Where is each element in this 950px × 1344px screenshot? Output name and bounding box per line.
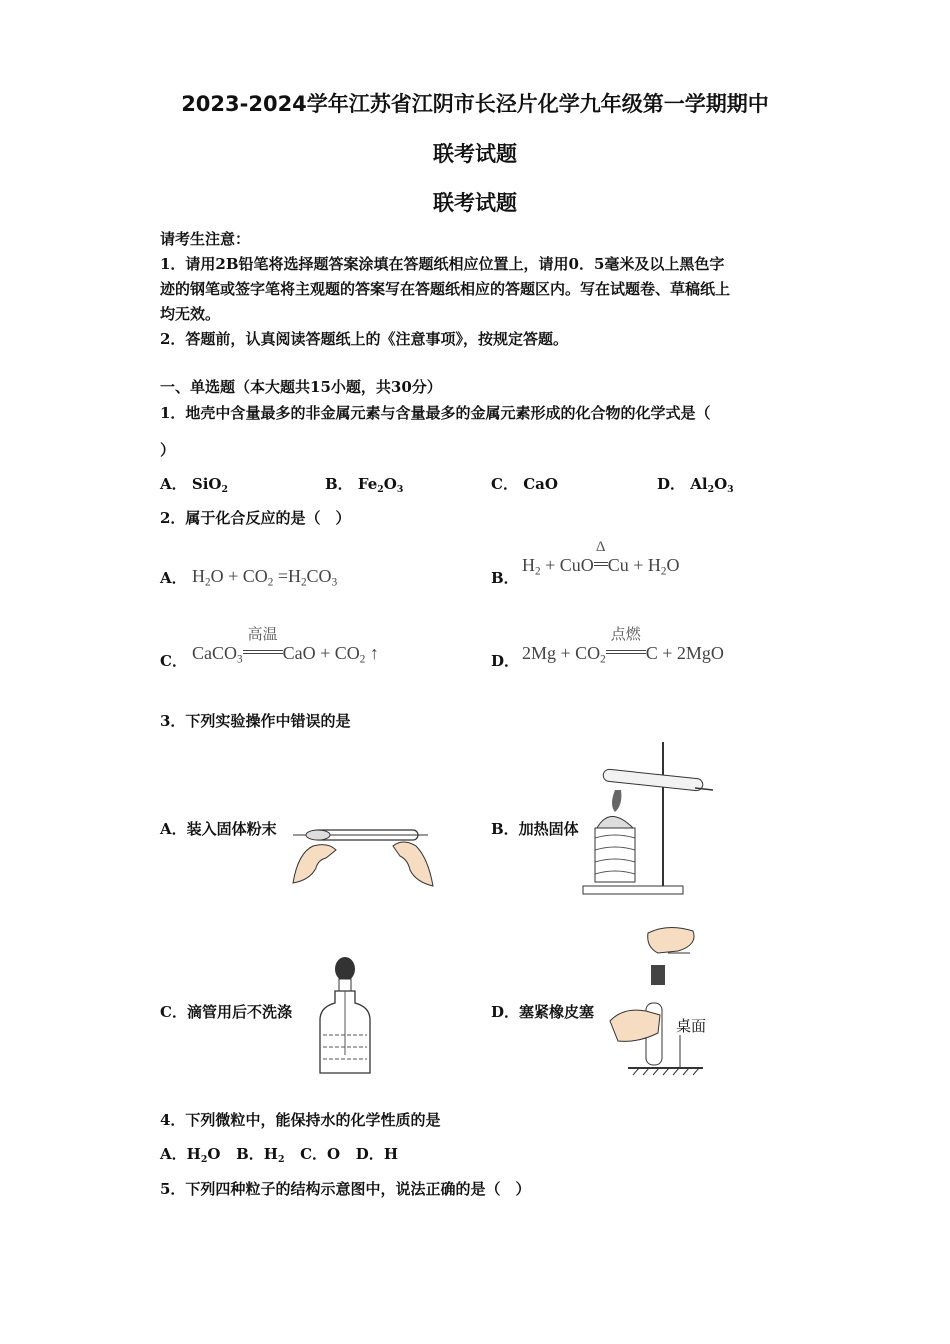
q2-option-d-equation: $2Mg + CO_2$ 点燃 C + 2MgO [522, 641, 724, 665]
q1-option-d[interactable]: D． $Al_2O_3$ [657, 475, 734, 495]
q2-option-c-label[interactable]: C． [160, 652, 187, 670]
q2-option-b-label[interactable]: B． [491, 569, 519, 587]
high-temp-condition: 高温 [247, 627, 278, 643]
q2-option-d-label[interactable]: D． [491, 652, 520, 670]
powder-loading-figure [288, 808, 438, 888]
notice-item-1-line-3: 均无效。 [160, 305, 221, 323]
q5-stem: 5．下列四种粒子的结构示意图中，说法正确的是（ ） [160, 1180, 531, 1198]
q4-options[interactable] [160, 1143, 398, 1165]
q4-option-a[interactable]: A．$H_2O$ [160, 1145, 221, 1165]
section-heading: 一、单选题（本大题共15小题，共30分） [160, 378, 442, 396]
q4-option-d[interactable]: D．H [355, 1145, 398, 1163]
q3-option-a[interactable]: A．装入固体粉末 [160, 820, 277, 838]
notice-item-1-line-1: 1．请用2B铅笔将选择题答案涂填在答题纸相应位置上，请用0．5毫米及以上黑色字 [160, 255, 725, 273]
q1-stem-line-2: ） [160, 441, 176, 459]
q2-stem: 2．属于化合反应的是（ ） [160, 509, 351, 527]
q4-stem: 4．下列微粒中，能保持水的化学性质的是 [160, 1111, 441, 1129]
q3-option-b[interactable]: B．加热固体 [491, 820, 579, 838]
page-title: 2023-2024学年江苏省江阴市长泾片化学九年级第一学期期中 [181, 92, 769, 116]
q4-option-c[interactable]: C．O [300, 1145, 341, 1163]
notice-item-1-line-2: 迹的钢笔或签字笔将主观题的答案写在答题纸相应的答题区内。写在试题卷、草稿纸上 [160, 280, 731, 298]
q2-option-c-equation: CaCO$_3$ 高温 CaO + $CO_2$ ↑ [192, 641, 379, 665]
q2-option-b-equation: $H_2$ + CuO Δ $Cu + H_2O$ [522, 539, 680, 578]
page-subtitle: 联考试题 [433, 142, 517, 166]
delta-condition: Δ [595, 539, 606, 555]
q1-stem-line-1: 1．地壳中含量最多的非金属元素与含量最多的金属元素形成的化合物的化学式是（ [160, 404, 711, 422]
notice-item-2: 2．答题前，认真阅读答题纸上的《注意事项》，按规定答题。 [160, 330, 568, 348]
q1-option-b[interactable]: B． $Fe_2O_3$ [325, 475, 404, 495]
desk-label: 桌面 [676, 1017, 707, 1035]
q2-option-a-equation: $H_2O + CO_2 =H_2CO_3$ [192, 566, 338, 589]
ignite-condition: 点燃 [610, 627, 641, 643]
q1-option-a[interactable]: A． SiO$_2$ [160, 475, 228, 495]
q2-option-a-label[interactable]: A． [160, 569, 187, 587]
q4-option-b[interactable]: B．$H_2$ [236, 1145, 285, 1165]
heating-solid-figure [575, 740, 715, 898]
stopper-figure [608, 923, 703, 1083]
notice-heading: 请考生注意： [160, 230, 251, 248]
q3-option-d[interactable]: D．塞紧橡皮塞 [491, 1003, 595, 1021]
page-subtitle-2: 联考试题 [433, 191, 517, 215]
q1-option-c[interactable]: C． CaO [491, 475, 558, 493]
q3-stem: 3．下列实验操作中错误的是 [160, 712, 351, 730]
q3-option-c[interactable]: C．滴管用后不洗涤 [160, 1003, 292, 1021]
dropper-bottle-figure [315, 955, 375, 1080]
